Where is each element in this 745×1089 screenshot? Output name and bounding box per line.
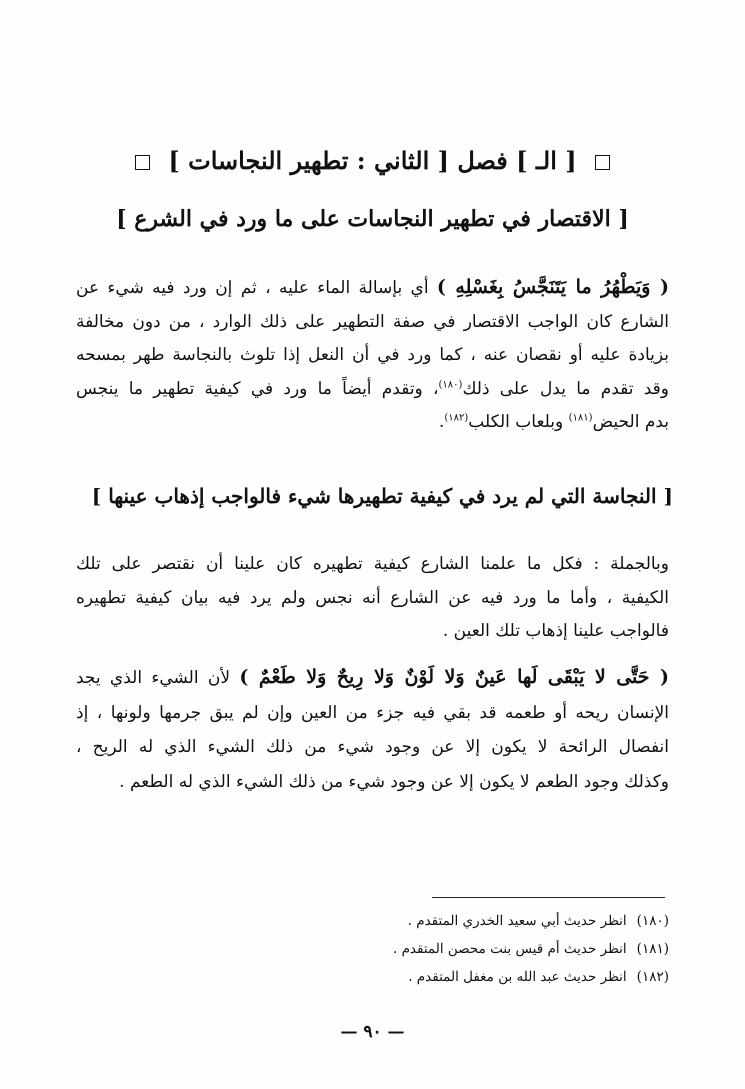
footnotes	[393, 907, 669, 991]
footnote-text: انظر حديث أبي سعيد الخدري المتقدم .	[407, 913, 627, 929]
paragraph-line: بزيادة عليه أو نقصان عنه ، كما ورد في أن النعل إذا تلوث بالنجاسة طهر بمسحه	[76, 345, 669, 365]
footnote	[393, 907, 669, 935]
quoted-text: ( وَيَطْهُرُ ما يَتَنَجَّسُ بِغَسْلِهِ )	[436, 276, 669, 298]
paragraph-line: فالواجب علينا إذهاب تلك العين .	[442, 621, 669, 641]
footnote-text: انظر حديث أم قيس بنت محصن المتقدم .	[392, 941, 627, 957]
footnote-ref: (١٨٠)	[438, 378, 463, 390]
separator: :	[356, 146, 366, 175]
square-ornament-icon	[595, 155, 610, 170]
paragraph-line	[76, 660, 669, 696]
paragraph-line: انفصال الرائحة لا يكون إلا عن وجود شيء من ذلك الشيء الذي له الريح ،	[76, 737, 670, 757]
section-title: [ الاقتصار في تطهير النجاسات على ما ورد في الشرع ]	[116, 206, 629, 232]
paragraph-line: الكيفية ، وأما ما ورد فيه عن الشارع أنه نجس ولم يرد فيه بيان كيفية تطهيره	[76, 587, 669, 608]
text-run: وبلعاب الكلب	[468, 412, 564, 432]
bracket: ]	[516, 146, 528, 175]
bracket: [	[437, 146, 449, 175]
footnote-text: انظر حديث عبد الله بن مغفل المتقدم .	[408, 969, 627, 985]
text-run: ، وتقدم أيضاً ما ورد في كيفية تطهير ما ينجس	[76, 378, 439, 399]
quoted-text: ( حَتَّى لا يَبْقَى لَها عَينٌ وَلا لَوْنٌ وَلا رِيحٌ وَلا طَعْمٌ )	[239, 666, 669, 688]
page-number: — ٩٠ —	[340, 1022, 405, 1042]
square-ornament-icon	[135, 155, 150, 170]
paragraph	[76, 660, 669, 799]
chapter-word: فصل	[457, 146, 508, 175]
footnote-divider	[432, 897, 665, 898]
paragraph	[76, 548, 669, 649]
paragraph-line: الإنسان ريحه أو طعمه قد بقي فيه جزء من العين وإن لم يبق جرمها ولونها ، إذ	[76, 702, 669, 723]
paragraph-line: وبالجملة : فكل ما علمنا الشارع كيفية تطهيره كان علينا أن نقتصر على تلك	[76, 554, 669, 574]
chapter-title: تطهير النجاسات	[188, 146, 349, 175]
paragraph	[76, 271, 669, 440]
paragraph-line	[76, 373, 669, 407]
paragraph-line: بدم الحيض$^{(١٨١)}$ وبلعاب الكلب$^{(١٨٢)}$.	[438, 412, 669, 432]
footnote	[393, 963, 669, 991]
footnote-number: (١٨٢)	[636, 969, 669, 985]
chapter-heading-text	[160, 146, 577, 175]
footnote-ref: (١٨٢)	[444, 412, 469, 424]
section-title: [ النجاسة التي لم يرد في كيفية تطهيرها شيء فالواجب إذهاب عينها ]	[91, 484, 673, 508]
footnote-ref: (١٨١)	[568, 412, 593, 424]
text-run: لأن الشيء الذي يجد	[76, 668, 231, 688]
bracket: [	[565, 146, 577, 175]
paragraph-line: الشارع كان الواجب الاقتصار في صفة التطهير على ذلك الوارد ، من دون مخالفة	[76, 311, 669, 332]
text-run: أي بإسالة الماء عليه ، ثم إن ورد فيه شيء عن	[76, 278, 429, 298]
footnote-number: (١٨٠)	[636, 913, 669, 929]
paragraph-line	[76, 271, 669, 306]
bracket: ]	[168, 146, 180, 175]
text-run: بدم الحيض	[592, 412, 669, 432]
chapter-ordinal: الثاني	[374, 146, 430, 175]
footnote-number: (١٨١)	[636, 941, 669, 957]
text-run: وقد تقدم ما يدل على ذلك	[462, 378, 669, 399]
footnote	[393, 935, 669, 963]
paragraph-line: وكذلك وجود الطعم لا يكون إلا عن وجود شيء من ذلك الشيء الذي له الطعم .	[119, 771, 669, 792]
chapter-prefix: الـ	[535, 146, 557, 175]
chapter-heading	[60, 146, 685, 175]
